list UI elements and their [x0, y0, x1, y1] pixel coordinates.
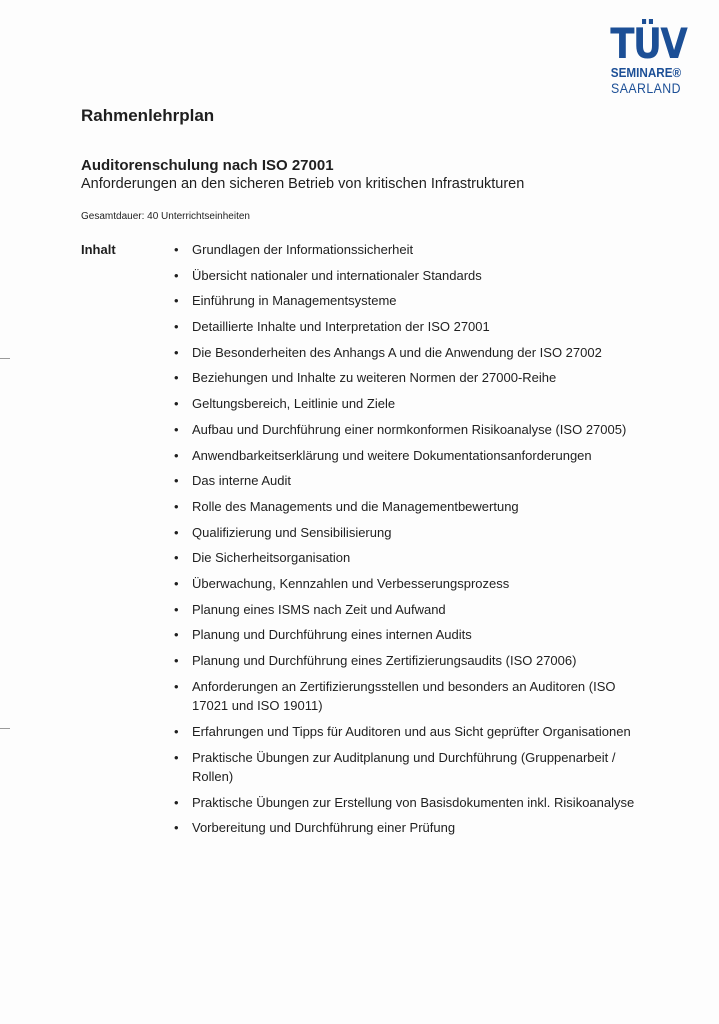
bullet-icon: • — [174, 293, 179, 309]
bullet-icon: • — [174, 242, 179, 257]
topic-text: Planung und Durchführung eines Zertifizierungsaudits (ISO 27006) — [192, 653, 577, 668]
content-label: Inhalt — [81, 242, 116, 257]
bullet-icon: • — [174, 749, 179, 765]
topic-item — [172, 240, 642, 260]
bullet-icon: • — [174, 601, 179, 617]
document-title: Rahmenlehrplan — [81, 106, 215, 125]
topic-item — [172, 471, 642, 491]
topic-text: Praktische Übungen zur Auditplanung und Durchführung (Gruppenarbeit / Rollen) — [192, 749, 616, 785]
topic-item — [172, 793, 642, 813]
topic-item — [172, 625, 642, 645]
bullet-icon: • — [174, 421, 179, 437]
topic-text: Detaillierte Inhalte und Interpretation der ISO 27001 — [192, 319, 490, 335]
bullet-icon: • — [174, 550, 179, 566]
topic-item — [172, 317, 642, 337]
topic-item — [172, 548, 642, 568]
topic-item — [172, 497, 642, 517]
bullet-icon: • — [174, 473, 179, 489]
topic-text: Planung eines ISMS nach Zeit und Aufwand — [192, 601, 446, 617]
bullet-icon: • — [174, 267, 179, 283]
logo-line1: SEMINARE® — [610, 65, 682, 80]
topic-item — [172, 394, 642, 414]
topic-text: Die Besonderheiten des Anhangs A und die Anwendung der ISO 27002 — [192, 344, 602, 360]
logo-line2: SAARLAND — [611, 80, 681, 96]
topic-item — [172, 266, 642, 286]
bullet-icon: • — [174, 498, 179, 514]
topic-item — [172, 677, 642, 716]
topic-text: Anforderungen an Zertifizierungsstellen und besonders an Auditoren (ISO 17021 und ISO 19011) — [192, 678, 616, 714]
bullet-icon: • — [174, 370, 179, 386]
topic-item — [172, 574, 642, 594]
topic-item — [172, 651, 642, 671]
topic-text: Grundlagen der Informationssicherheit — [192, 242, 414, 257]
topic-text: Qualifizierung und Sensibilisierung — [192, 524, 392, 540]
topic-text: Übersicht nationaler und internationaler Standards — [192, 267, 482, 283]
topic-list — [172, 240, 642, 844]
bullet-icon: • — [174, 794, 179, 810]
topic-text: Planung und Durchführung eines internen Audits — [192, 627, 472, 643]
topic-item — [172, 291, 642, 311]
topic-item — [172, 818, 642, 838]
topic-item — [172, 368, 642, 388]
bullet-icon: • — [174, 575, 179, 591]
topic-item — [172, 748, 642, 787]
topic-text: Einführung in Managementsysteme — [192, 293, 397, 309]
topic-text: Das interne Audit — [192, 473, 292, 489]
topic-text: Rolle des Managements und die Managementbewertung — [192, 498, 519, 514]
topic-text: Geltungsbereich, Leitlinie und Ziele — [192, 396, 396, 412]
bullet-icon: • — [174, 627, 179, 643]
topic-item — [172, 446, 642, 466]
topic-text: Aufbau und Durchführung einer normkonformen Risikoanalyse (ISO 27005) — [192, 421, 627, 437]
topic-text: Die Sicherheitsorganisation — [192, 550, 351, 566]
course-title: Auditorenschulung nach ISO 27001 — [81, 157, 334, 174]
bullet-icon: • — [174, 820, 179, 836]
topic-text: Vorbereitung und Durchführung einer Prüfung — [192, 820, 456, 836]
topic-item — [172, 600, 642, 620]
bullet-icon: • — [174, 447, 179, 463]
topic-text: Beziehungen und Inhalte zu weiteren Normen der 27000-Reihe — [192, 370, 557, 386]
topic-item — [172, 523, 642, 543]
bullet-icon: • — [174, 678, 179, 694]
bullet-icon: • — [174, 653, 179, 668]
tuev-seminare-logo — [604, 19, 688, 96]
topic-item — [172, 722, 642, 742]
topic-item — [172, 343, 642, 363]
logo-brand: TÜV — [610, 19, 687, 68]
bullet-icon: • — [174, 723, 179, 739]
margin-punch-mark — [0, 358, 10, 359]
course-duration: Gesamtdauer: 40 Unterrichtseinheiten — [81, 211, 250, 222]
topic-text: Erfahrungen und Tipps für Auditoren und aus Sicht geprüfter Organisationen — [192, 723, 631, 739]
topic-text: Praktische Übungen zur Erstellung von Basisdokumenten inkl. Risikoanalyse — [192, 794, 635, 810]
bullet-icon: • — [174, 524, 179, 540]
margin-punch-mark — [0, 728, 10, 729]
bullet-icon: • — [174, 396, 179, 412]
bullet-icon: • — [174, 344, 179, 360]
topic-text: Überwachung, Kennzahlen und Verbesserungsprozess — [192, 575, 510, 591]
topic-text: Anwendbarkeitserklärung und weitere Dokumentationsanforderungen — [192, 447, 592, 463]
bullet-icon: • — [174, 319, 179, 335]
course-subtitle: Anforderungen an den sicheren Betrieb von kritischen Infrastrukturen — [81, 176, 525, 192]
topic-item — [172, 420, 642, 440]
